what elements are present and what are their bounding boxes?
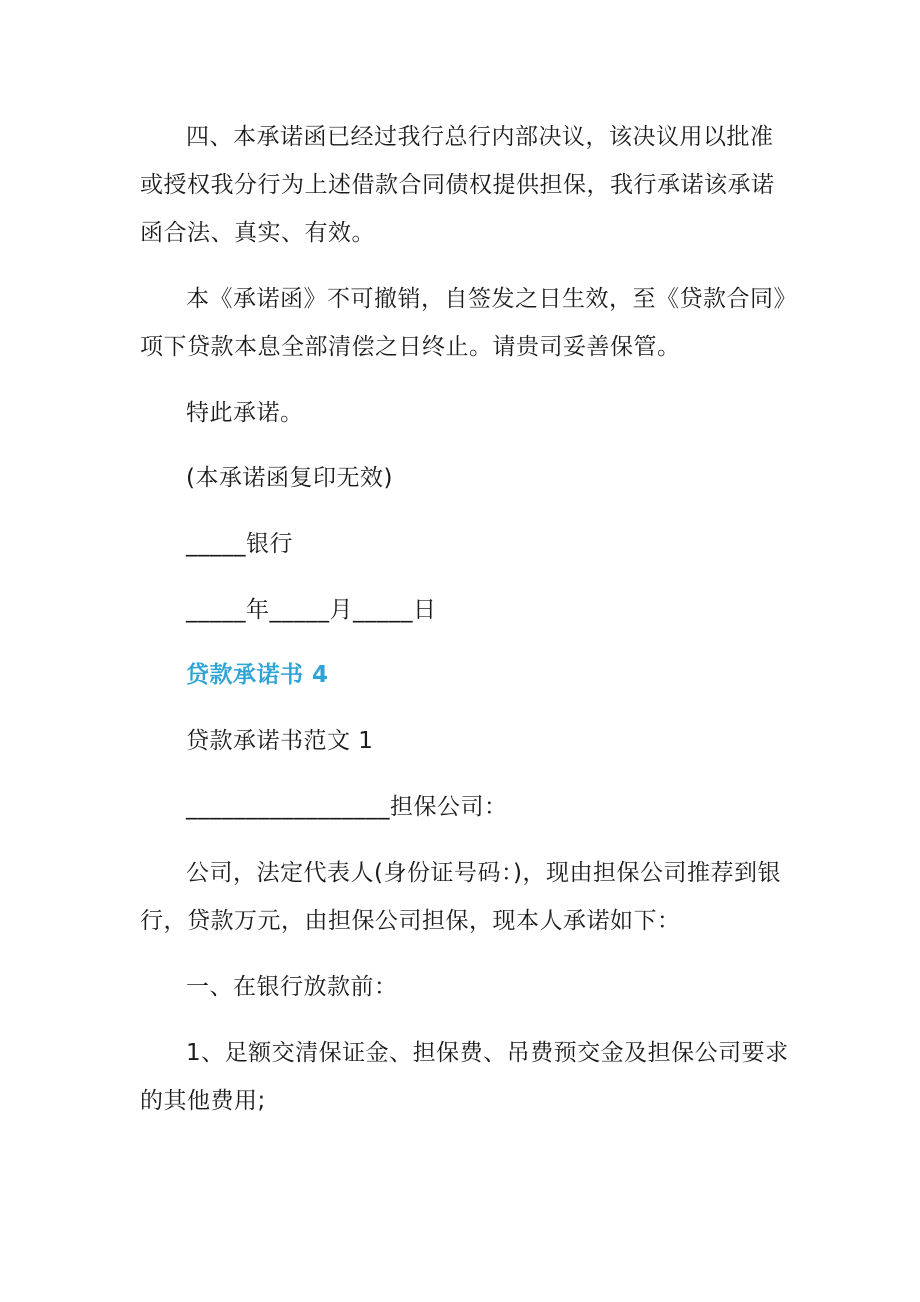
item-one-heading: 一、在银行放款前： <box>186 974 398 1000</box>
closing-statement: 特此承诺。 <box>186 400 304 426</box>
copy-invalid-note: (本承诺函复印无效) <box>186 465 393 491</box>
item-one-point-1-line-2: 的其他费用; <box>140 1088 266 1114</box>
intro-paragraph-line-1: 公司，法定代表人(身份证号码：)，现由担保公司推荐到银 <box>186 860 781 886</box>
section-heading: 贷款承诺书 4 <box>186 662 329 688</box>
bank-signature-line: _____银行 <box>186 531 293 557</box>
paragraph-four-line-2: 或授权我分行为上述借款合同债权提供担保，我行承诺该承诺 <box>140 172 775 198</box>
paragraph-four-line-1: 四、本承诺函已经过我行总行内部决议，该决议用以批准 <box>186 124 774 150</box>
date-line: _____年_____月_____日 <box>186 597 437 623</box>
addressee-line: _________________担保公司： <box>186 794 508 820</box>
validity-paragraph-line-2: 项下贷款本息全部清偿之日终止。请贵司妥善保管。 <box>140 334 681 360</box>
validity-paragraph-line-1: 本《承诺函》不可撤销，自签发之日生效，至《贷款合同》 <box>186 286 797 312</box>
sample-title: 贷款承诺书范文 1 <box>186 728 374 754</box>
item-one-point-1-line-1: 1、足额交清保证金、担保费、吊费预交金及担保公司要求 <box>186 1040 789 1066</box>
intro-paragraph-line-2: 行，贷款万元，由担保公司担保，现本人承诺如下： <box>140 908 681 934</box>
paragraph-four-line-3: 函合法、真实、有效。 <box>140 220 375 246</box>
